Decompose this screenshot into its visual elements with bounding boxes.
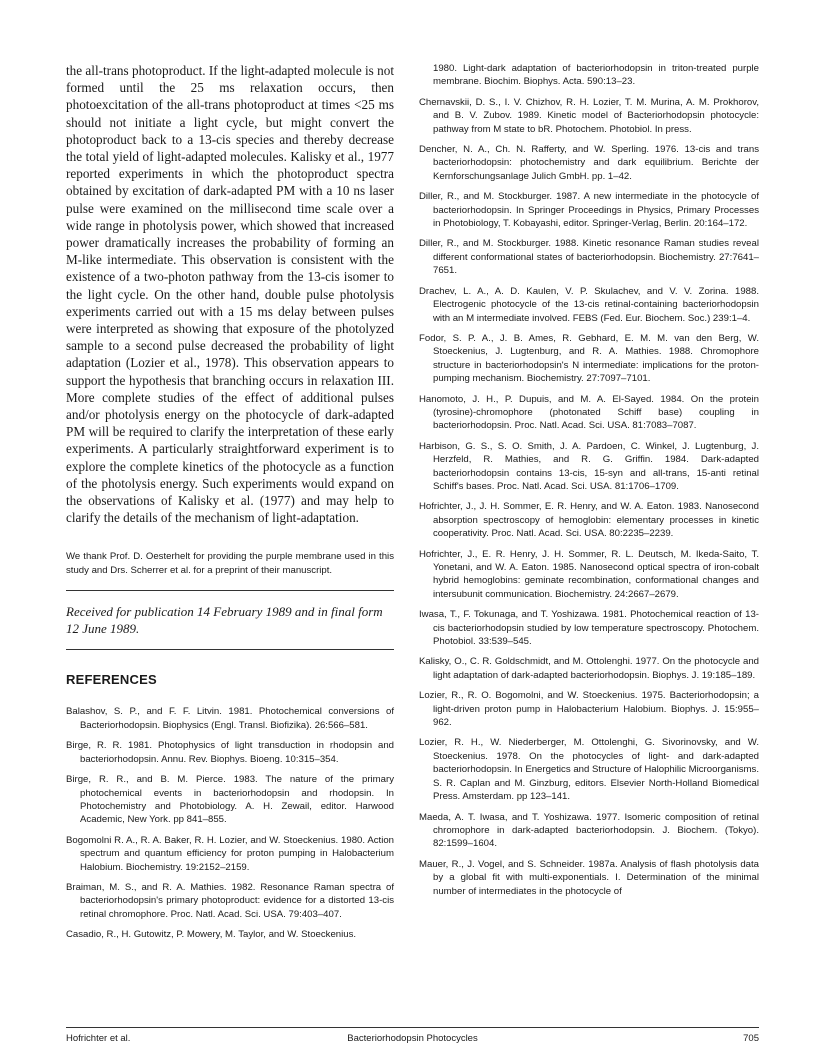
acknowledgment: We thank Prof. D. Oesterhelt for providing the purple membrane used in this study and Drs. Scherrer et al. for a preprint of their manuscript.: [66, 551, 394, 577]
reference-item: Hanomoto, J. H., P. Dupuis, and M. A. El-Sayed. 1984. On the protein (tyrosine)-chromophore (photonated Schiff base) coupling in bacteriorhodopsin. Proc. Natl. Acad. Sci. USA. 81:7083–7087.: [419, 393, 759, 432]
divider: [66, 590, 394, 591]
references-heading: REFERENCES: [66, 672, 157, 688]
reference-item: Hofrichter, J., E. R. Henry, J. H. Sommer, R. L. Deutsch, M. Ikeda-Saito, T. Yonetani, and W. A. Eaton. 1985. Nanosecond optical spectra of iron-cobalt hybrid hemoglobins: geminate recombination, conformational changes and intersubunit communication. Biochemistry. 24:2667–2679.: [419, 548, 759, 600]
reference-item: Dencher, N. A., Ch. N. Rafferty, and W. Sperling. 1976. 13-cis and trans bacteriorhodopsin: photochemistry and dark equilibrium. Berichte der Kernforschungsanlage Julich GmbH. pp. 1–42.: [419, 144, 759, 182]
reference-item: Diller, R., and M. Stockburger. 1988. Kinetic resonance Raman studies reveal different conformational states of bacteriorhodopsin. Biochemistry. 27:7641–7651.: [419, 238, 759, 277]
reference-item: Maeda, A. T. Iwasa, and T. Yoshizawa. 1977. Isomeric composition of retinal chromophore in dark-adapted bacteriorhodopsin. J. Biochem. (Tokyo). 82:1599–1604.: [419, 811, 759, 850]
reference-item: Mauer, R., J. Vogel, and S. Schneider. 1987a. Analysis of flash photolysis data by a global fit with multi-exponentials. I. Determination of the minimal number of intermediates in the photocycle of: [419, 858, 759, 897]
reference-item: Fodor, S. P. A., J. B. Ames, R. Gebhard, E. M. M. van den Berg, W. Stoeckenius, J. Lugtenburg, and R. A. Mathies. 1988. Chromophore structure in bacteriorhodopsin's N intermediate: implications for the proton-pumping mechanism. Biochemistry. 27:7097–7101.: [419, 332, 759, 385]
footer-rule: [66, 1027, 759, 1028]
body-paragraph: the all-trans photoproduct. If the light-adapted molecule is not formed until the 25 ms relaxation occurs, then photoexcitation of the all-trans photoproduct at times <25 ms should not initiate a light cycle, but might convert the photoproduct back to a 13-cis species and thereby decrease the total yield of light-adapted molecules. Kalisky et al., 1977 reported experiments in which the photoproduct spectra obtained by excitation of dark-adapted PM with a 10 ns laser pulse were examined on the millisecond time scale over a wide range in photolysis power, which showed that increased power dramatically increases the probability of forming an M-like intermediate. This observation is consistent with the existence of a two-photon pathway from the 13-cis isomer to the light cycle. On the other hand, double pulse photolysis experiments carried out with a 15 ms delay between pulses were interpreted as showing that exposure of the photolyzed sample to a second pulse decreased the probability of light adaptation (Lozier et al., 1978). This observation appears to support the hypothesis that branching occurs in relaxation III. More complete studies of the effect of additional pulses and/or photolysis energy on the photocycle of dark-adapted PM will be required to clarify the interpretation of these early experiments. A particularly straightforward experiment is to explore the complete kinetics of the photocycle as a function of the photolysis energy. Such experiments would expand on the observations of Kalisky et al. (1977) and may help to clarify the details of the mechanism of light-adaptation.: [66, 63, 394, 526]
reference-item: Balashov, S. P., and F. F. Litvin. 1981. Photochemical conversions of Bacteriorhodopsin. Biophysics (Engl. Transl. Biofizika). 26:566–581.: [66, 706, 394, 731]
reference-item: Bogomolni R. A., R. A. Baker, R. H. Lozier, and W. Stoeckenius. 1980. Action spectrum and quantum efficiency for proton pumping in Halobacterium Halobium. Biochemistry. 19:2152–2159.: [66, 834, 394, 873]
reference-item: Drachev, L. A., A. D. Kaulen, V. P. Skulachev, and V. V. Zorina. 1988. Electrogenic photocycle of the 13-cis retinal-containing bacteriorhodopsin with an M intermediate involved. FEBS (Fed. Eur. Biochem. Soc.) 239:1–4.: [419, 285, 759, 324]
reference-item: Casadio, R., H. Gutowitz, P. Mowery, M. Taylor, and W. Stoeckenius.: [66, 929, 357, 941]
page-footer: [66, 1033, 759, 1047]
reference-item: Braiman, M. S., and R. A. Mathies. 1982. Resonance Raman spectra of bacteriorhodopsin's primary photoproduct: evidence for a distorted 13-cis retinal chromophore. Proc. Natl. Acad. Sci. USA. 79:403–407.: [66, 881, 394, 920]
reference-item: Birge, R. R., and B. M. Pierce. 1983. The nature of the primary photochemical events in bacteriorhodopsin and rhodopsin. In Photochemistry and Photobiology. A. H. Zewail, editor. Harwood Academic, New York. pp 841–855.: [66, 774, 394, 826]
reference-list-right: [419, 96, 759, 898]
reference-list-left: [66, 705, 394, 941]
reference-item: Lozier, R. H., W. Niederberger, M. Ottolenghi, G. Sivorinovsky, and W. Stoeckenius. 1978. On the photocycles of light- and dark-adapted bacteriorhodopsin. In Energetics and Structure of Halophilic Microorganisms. S. R. Caplan and M. Ginzburg, editors. Elsevier North-Holland Biomedical Press. Amsterdam. pp 123–141.: [419, 737, 759, 803]
reference-continuation: 1980. Light-dark adaptation of bacteriorhodopsin in triton-treated purple membrane. Biochim. Biophys. Acta. 590:13–23.: [433, 63, 759, 88]
received-note: Received for publication 14 February 1989 and in final form 12 June 1989.: [66, 604, 383, 637]
page-number: 705: [743, 1033, 759, 1044]
left-column: [66, 62, 394, 949]
reference-item: Birge, R. R. 1981. Photophysics of light transduction in rhodopsin and bacteriorhodopsin. Annu. Rev. Biophys. Bioeng. 10:315–354.: [66, 740, 394, 765]
reference-item: Hofrichter, J., J. H. Sommer, E. R. Henry, and W. A. Eaton. 1983. Nanosecond absorption spectroscopy of hemoglobin: elementary processes in kinetic cooperativity. Proc. Natl. Acad. Sci. USA. 80:2235–2239.: [419, 501, 759, 540]
reference-item: Diller, R., and M. Stockburger. 1987. A new intermediate in the photocycle of bacteriorhodopsin. In Springer Proceedings in Physics, Primary Processes in Photobiology, T. Kobayashi, editor. Springer-Verlag, Berlin. 20:164–172.: [419, 191, 759, 230]
running-title: Bacteriorhodopsin Photocycles: [347, 1033, 478, 1044]
right-column: [419, 62, 759, 905]
reference-item: Iwasa, T., F. Tokunaga, and T. Yoshizawa. 1981. Photochemical reaction of 13-cis bacteriorhodopsin studied by low temperature spectroscopy. Photochem. Photobiol. 33:539–545.: [419, 609, 759, 648]
reference-item: Kalisky, O., C. R. Goldschmidt, and M. Ottolenghi. 1977. On the photocycle and light adaptation of dark-adapted bacteriorhodopsin. Biophys. J. 19:185–189.: [419, 656, 759, 681]
reference-item: Harbison, G. S., S. O. Smith, J. A. Pardoen, C. Winkel, J. Lugtenburg, J. Herzfeld, R. Mathies, and R. G. Griffin. 1984. Dark-adapted bacteriorhodopsin contains 13-cis, 15-syn and all-trans, 15-anti retinal Schiff's bases. Proc. Natl. Acad. Sci. USA. 81:1706–1709.: [419, 440, 759, 492]
divider: [66, 649, 394, 650]
reference-item: Lozier, R., R. O. Bogomolni, and W. Stoeckenius. 1975. Bacteriorhodopsin; a light-driven proton pump in Halobacterium Halobium. Biophys. J. 15:955–962.: [419, 690, 759, 729]
reference-item: Chernavskii, D. S., I. V. Chizhov, R. H. Lozier, T. M. Murina, A. M. Prokhorov, and B. V. Zubov. 1989. Kinetic model of Bacteriorhodopsin photocycle: pathway from M state to bR. Photochem. Photobiol. In press.: [419, 96, 759, 135]
running-author: Hofrichter et al.: [66, 1033, 131, 1044]
